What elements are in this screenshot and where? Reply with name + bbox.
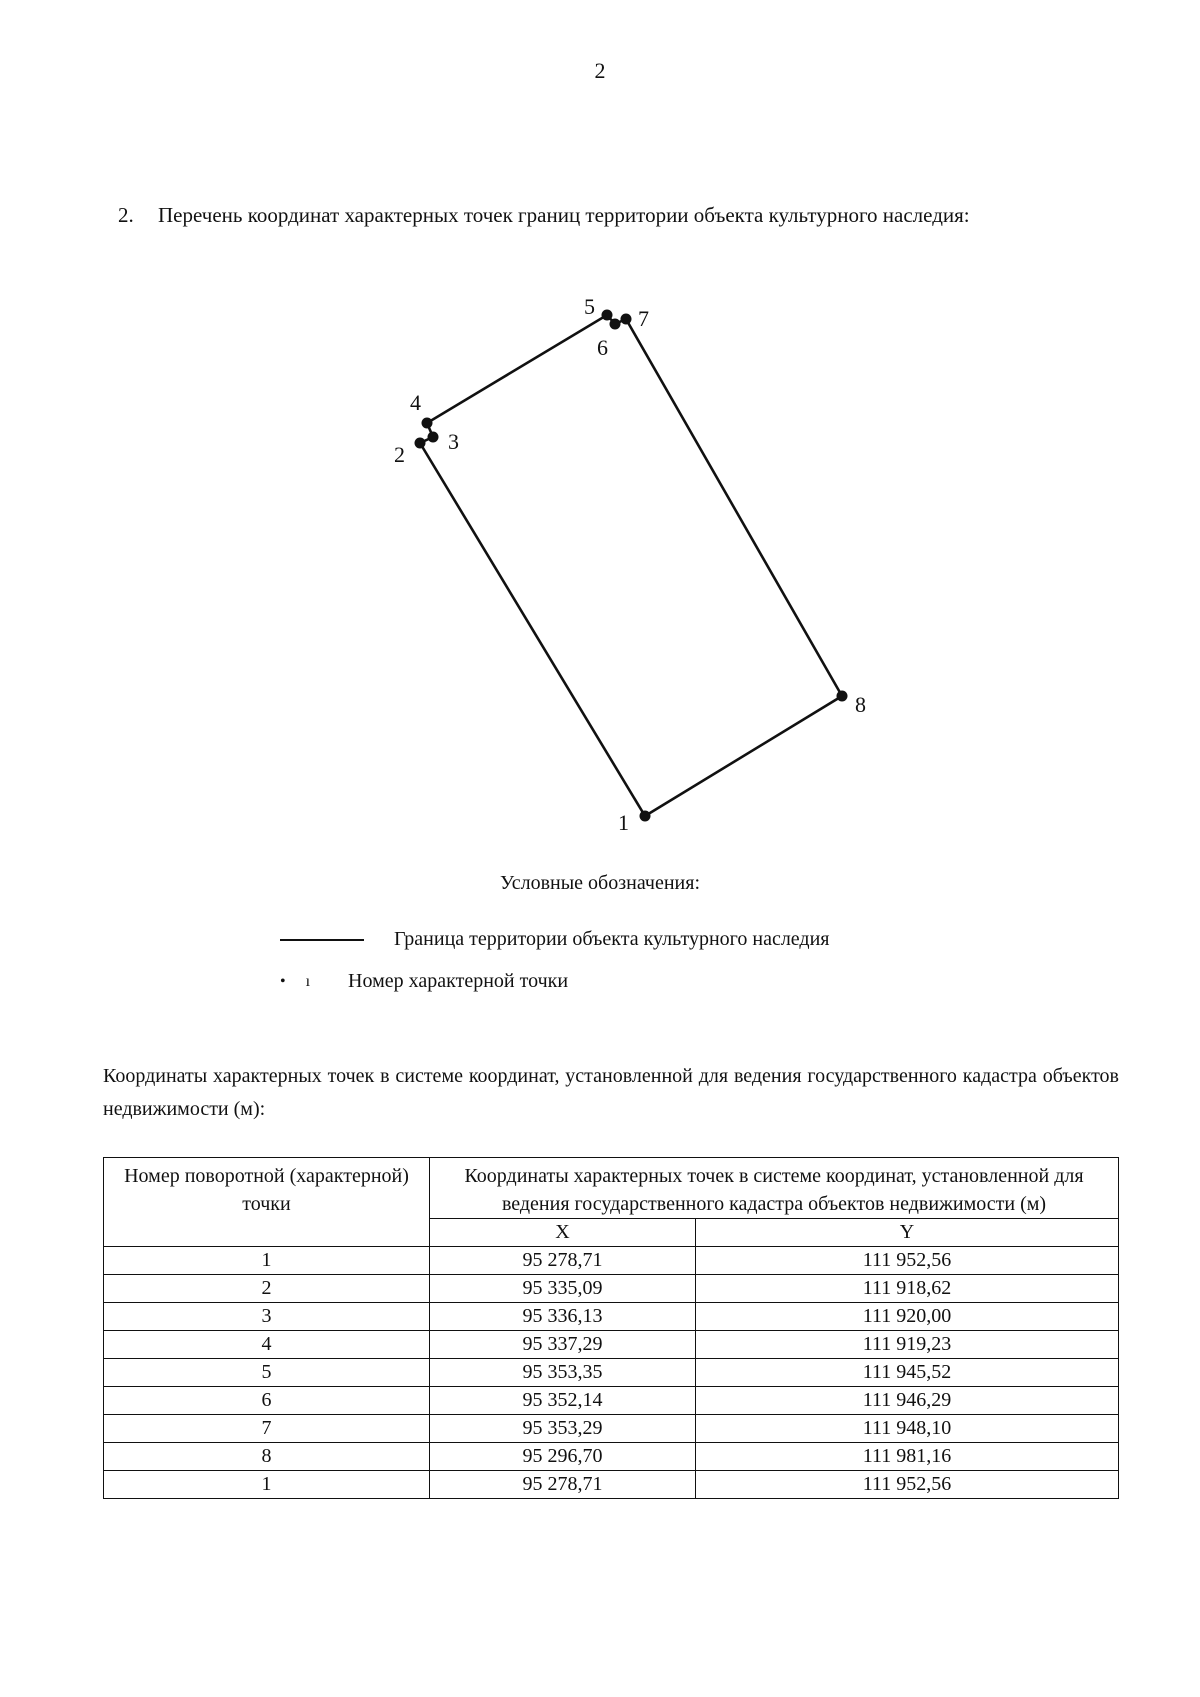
point-label-4: 4 [410,390,421,415]
legend-point-label: Номер характерной точки [348,970,569,992]
cell-point-number: 8 [104,1443,430,1471]
cell-y: 111 919,23 [696,1331,1119,1359]
cell-x: 95 353,29 [430,1415,696,1443]
point-label-7: 7 [638,306,649,331]
point-label-8: 8 [855,692,866,717]
point-marker-3 [428,432,439,443]
page-number: 2 [594,58,606,83]
cell-point-number: 1 [104,1247,430,1275]
legend-point [280,970,568,993]
table-row [104,1387,1119,1415]
cell-y: 111 952,56 [696,1247,1119,1275]
legend-point-symbol: • ı [280,972,319,990]
table-row [104,1443,1119,1471]
cell-point-number: 3 [104,1303,430,1331]
legend-boundary [280,928,830,951]
cell-y: 111 948,10 [696,1415,1119,1443]
point-marker-2 [415,438,426,449]
table-row [104,1275,1119,1303]
cell-x: 95 296,70 [430,1443,696,1471]
legend-line-symbol [280,939,364,941]
coordinates-table-body [104,1247,1119,1499]
table-row [104,1471,1119,1499]
point-marker-1 [640,811,651,822]
boundary-line [420,315,842,816]
table-row [104,1247,1119,1275]
cell-x: 95 337,29 [430,1331,696,1359]
cell-x: 95 353,35 [430,1359,696,1387]
coordinates-table [103,1157,1119,1499]
cell-y: 111 920,00 [696,1303,1119,1331]
cell-point-number: 2 [104,1275,430,1303]
point-label-3: 3 [448,429,459,454]
point-marker-8 [837,691,848,702]
cell-x: 95 352,14 [430,1387,696,1415]
cell-x: 95 278,71 [430,1471,696,1499]
cell-point-number: 5 [104,1359,430,1387]
scheme-points [415,310,848,822]
cell-point-number: 7 [104,1415,430,1443]
point-marker-5 [602,310,613,321]
coordinate-system-paragraph: Координаты характерных точек в системе координат, установленной для ведения государственного кадастра объектов недвижимости (м): [103,1065,1119,1120]
cell-x: 95 335,09 [430,1275,696,1303]
point-label-6: 6 [597,335,608,360]
section-title: Перечень координат характерных точек границ территории объекта культурного наследия: [158,203,970,227]
header-y: Y [696,1219,1119,1247]
cell-y: 111 945,52 [696,1359,1119,1387]
point-label-1: 1 [618,810,629,835]
section-number: 2. [118,203,134,227]
cell-point-number: 1 [104,1471,430,1499]
cell-x: 95 278,71 [430,1247,696,1275]
legend-boundary-label: Граница территории объекта культурного наследия [394,928,830,950]
point-marker-6 [610,319,621,330]
point-label-5: 5 [584,294,595,319]
point-marker-4 [422,418,433,429]
cell-y: 111 952,56 [696,1471,1119,1499]
cell-point-number: 6 [104,1387,430,1415]
cell-y: 111 981,16 [696,1443,1119,1471]
cell-x: 95 336,13 [430,1303,696,1331]
cell-y: 111 946,29 [696,1387,1119,1415]
header-x: X [430,1219,696,1247]
table-row [104,1331,1119,1359]
header-coordinates: Координаты характерных точек в системе координат, установленной для ведения государственного кадастра объектов недвижимости (м) [430,1158,1119,1219]
table-row [104,1303,1119,1331]
legend-title: Условные обозначения: [499,872,701,894]
table-row [104,1359,1119,1387]
point-marker-7 [621,314,632,325]
cell-y: 111 918,62 [696,1275,1119,1303]
table-row [104,1415,1119,1443]
point-label-2: 2 [394,442,405,467]
cell-point-number: 4 [104,1331,430,1359]
header-point-number: Номер поворотной (характерной) точки [104,1158,430,1247]
